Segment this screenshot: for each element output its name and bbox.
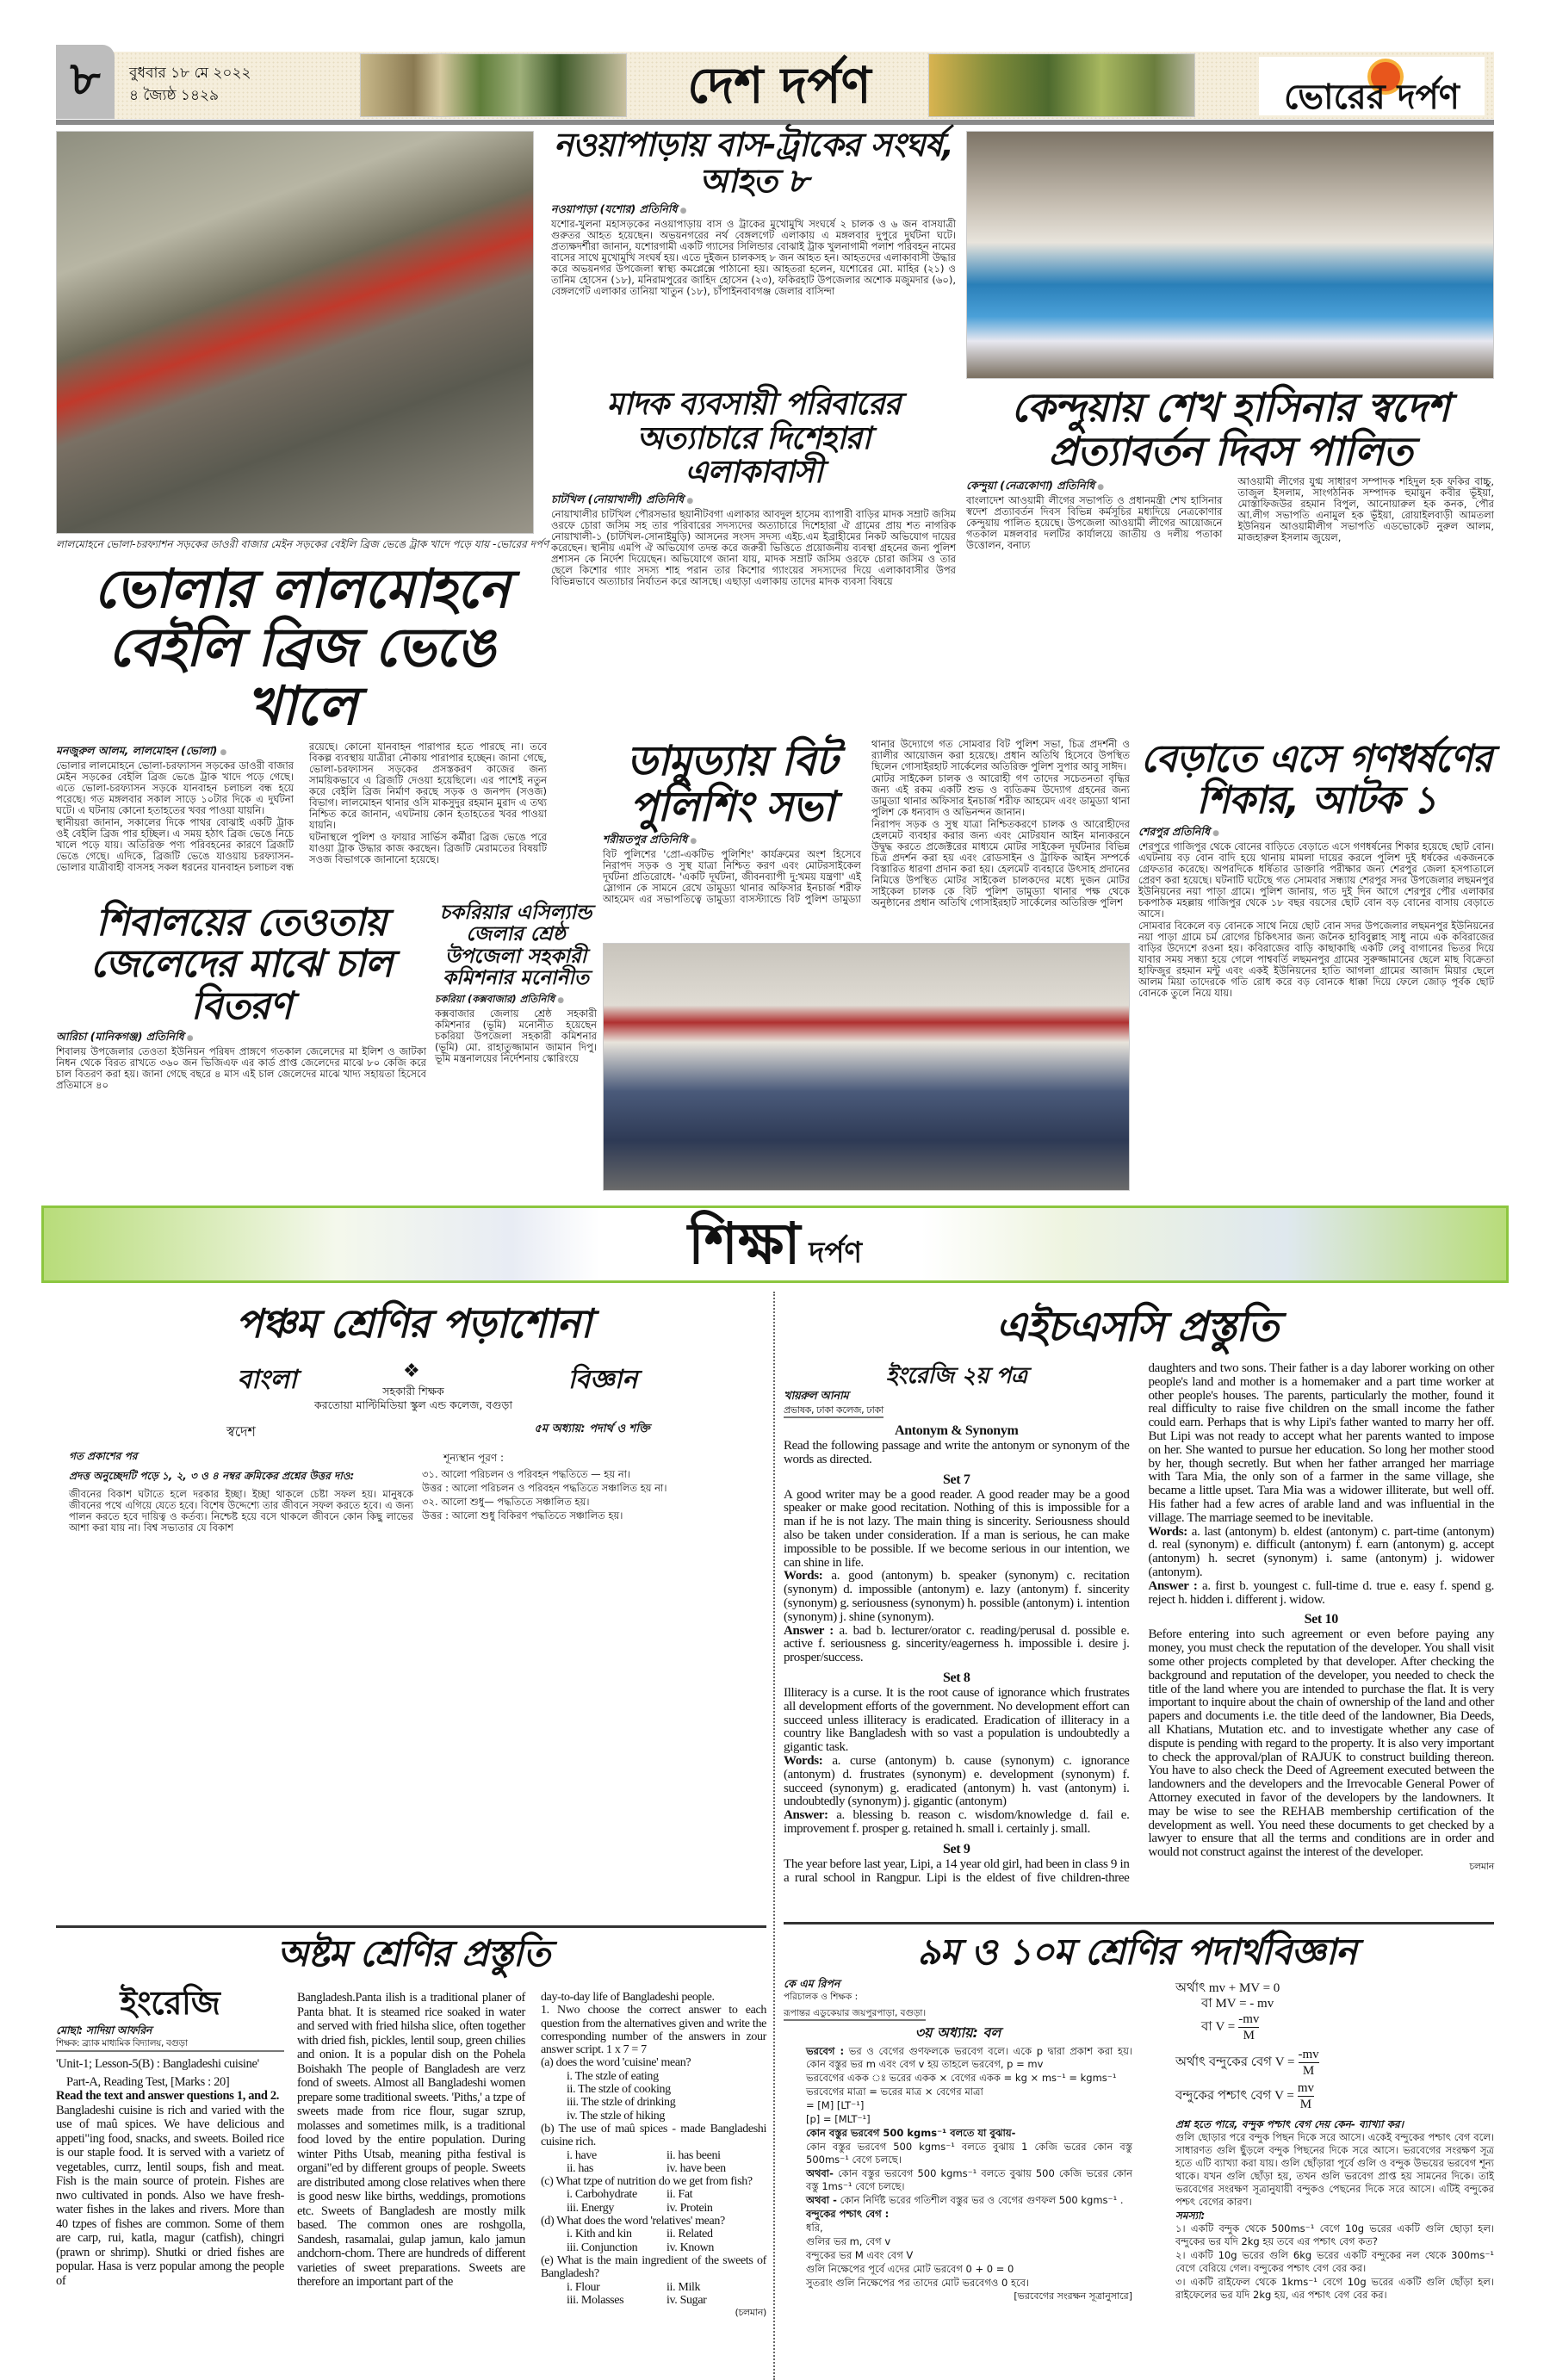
continued-mark: (চলমান) — [735, 2307, 766, 2319]
note-line — [806, 2235, 1132, 2248]
teacher-school: করতোয়া মাল্টিমিডিয়া স্কুল এন্ড কলেজ, বগুড়া — [314, 1398, 512, 1411]
date-gregorian: বুধবার ১৮ মে ২০২২ — [129, 65, 251, 82]
note-line — [806, 2194, 1132, 2207]
option: iii. Energy — [567, 2201, 614, 2215]
options — [541, 2188, 766, 2215]
words-label: Words: — [784, 1569, 823, 1584]
option: i. Kith and kin — [567, 2228, 632, 2241]
physics-notes — [784, 2045, 1132, 2290]
unit: 'Unit-1; Lesson-5(B) : Bangladeshi cuisine' — [56, 2057, 259, 2071]
items — [422, 1468, 762, 1522]
article-berate — [1138, 739, 1494, 1000]
set-passage: The year before last year, Lipi, a 14 year old girl, had been in class 9 in a rural school in Rangpur. Lipi is the eldest of five children-three daughters and two sons. Their father is a day laborer working on other people's land and mother is a homemaker and a part time worker at other people's houses. The parents, particularly the mother, found it real difficulty to raise five children on the small income the father could earn. Perhaps that is why Lipi's father wanted to marry her off. But Lipi was not ready to accept what her parents wanted to impose on her. She wanted to pursue her education. So long her mother stood by her, though secretly. But when her father arranged her marriage with Tara Mia, the only son of a farmer in the same village, she became a little upset. Tara Mia was a widower illiterate, but well off. His father had a few acres of arable land and was influential in the village. The marriage seemed to be inevitable. — [784, 1361, 1494, 1885]
note-line — [806, 2113, 1132, 2126]
banner-title: শিক্ষা — [687, 1211, 801, 1277]
answer-text: a. bad b. lecturer/orator c. reading/perusal d. possible e. active f. seriousness g. sincerity/eagerness h. impossible i. desire j. prosper/success. — [784, 1623, 1130, 1665]
article-body — [1138, 841, 1494, 999]
note-lead: অথবা- — [806, 2167, 834, 2179]
question-head: প্রশ্ন হতে পারে, বন্দুক পশ্চাৎ বেগ দেয় কেন- ব্যাখ্যা কর। — [1175, 2118, 1404, 2130]
note-lead: ভরবেগ : — [806, 2045, 845, 2057]
class8-col2 — [297, 1991, 525, 2290]
option: iv. have been — [666, 2161, 726, 2175]
answer-text: a. first b. youngest c. full-time d. true e. easy f. spend g. reject h. hidden i. different j. widow. — [1148, 1578, 1494, 1607]
section-title: দেশ দর্পণ — [687, 56, 871, 115]
page-number: ৮ — [70, 52, 101, 106]
note-text: = [M] [LT⁻¹] — [806, 2099, 865, 2111]
byline: চাটখিল (নোয়াখালী) প্রতিনিধি ● — [551, 493, 956, 508]
passage-2: Bangladesh.Panta ilish is a traditional planer of Panta bhat. It is steamed rice soaked in water and served with fried hilsha slice, often together with dried fish, pickles, lentil soup, green chilies and onion. It is a popular dish on the Pohela Boishakh The people of Bangladesh are verz fond of sweets. Almost all Bangladeshi women prepare some traditional sweets. 'Piths,' a tzpe of sweets made from rice flour, sugar szrup, molasses and sometimes milk, is a traditional food loved by the entire population. During winter Piths Utsab, meaning pitha festival is organi"ed by different groups of people. Sweets are distributed among close relatives when there is good nesw like births, weddings, promotions etc. Sweets of Bangladesh are mostly milk based. The common ones are roshgolla, Sandesh, rasamalai, gulap jamun, kalo jamun andchorn-chom. There are hundreds of different varieties of sweet preparations. Sweets are therefore an important part of the — [297, 1991, 525, 2289]
set-passage: A good writer may be a good reader. A good reader may be a good speaker or make good recitation. Nothing of this is impossible for a man if he is not lazy. The main thing is sincerity. Seriousness should also be taken under consideration. If a man is serious, he can make impossible to be possible. If we become serious in our intention, we can shine in life. — [784, 1487, 1130, 1570]
paragraph: শেরপুরে গাজিপুর থেকে বোনের বাড়িতে বেড়াতে এসে গণধর্ষনের শিকার হয়েছে ছোট বোন। এঘটনায় বড় বোন বাদি হয়ে থানায় মামলা দায়ের করলে পুলিশ দুই ধর্ষকের একজনকে গ্রেফতার করেছে। অপরদিকে ধর্ষিতার ডাক্তারি পরীক্ষার জন্য শেরপুর জেলা হসপাতালে প্রেরণ করা হয়েছে। ঘটনাটি ঘটেছে গত সোমবার সন্ধ্যায় শেরপুর সদর উপজেলার লছমনপুর ইউনিয়নের নয়া পাড়া গ্রামে। পুলিশ জানায়, গত দুই দিন আগে শেরপুর পৌর এলাকার চকপাঠক মহল্লায় গাজিপুর থেকে ১৮ বছর বয়সের ছোট বোন বড় বোনের বাসায় বেড়াতে আসে। — [1138, 840, 1494, 920]
banner-subtitle: দর্পণ — [809, 1235, 863, 1270]
byline: নওয়াপাড়া (যশোর) প্রতিনিধি ● — [551, 202, 956, 218]
note-lead: কোন বস্তুর ভরবেগ 500 kgms⁻¹ বলতে যা বুঝায়- — [806, 2127, 1016, 2139]
answer-label: Answer : — [1148, 1578, 1198, 1593]
passage-3: day-to-day life of Bangladeshi people. — [541, 1991, 715, 2004]
equation-label: বন্দুকের পশ্চাৎ বেগ V = — [1175, 2088, 1294, 2103]
note-line — [806, 2099, 1132, 2112]
mcq-item — [541, 2254, 766, 2307]
paragraph: ১। একটি বন্দুক থেকে 500ms⁻¹ বেগে 10g ভরের একটি গুলি ছোড়া হল। বন্দুকের ভর যদি 2kg হয় তবে এর পশ্চাৎ বেগ কত? — [1175, 2222, 1494, 2247]
note-line — [806, 2263, 1132, 2276]
article-body — [56, 1046, 426, 1091]
continued-mark: চলমান — [1469, 1860, 1494, 1872]
set-answer — [784, 1625, 1130, 1665]
note-line — [806, 2167, 1132, 2193]
headline: বেড়াতে এসে গণধর্ষণের শিকার, আটক ১ — [1140, 737, 1492, 823]
words-text: a. curse (antonym) b. cause (synonym) c. ignorance (antonym) d. frustrates (synonym) e. development (synonym) f. succeed (synonym) g. eradicated (antonym) h. vast (antonym) i. undoubtedly (synonym) j. gigantic (antonym) — [784, 1753, 1130, 1809]
set-title: Set 7 — [942, 1472, 970, 1487]
hsc-body — [784, 1362, 1494, 1885]
paragraph: ঘটনাস্থলে পুলিশ ও ফায়ার সার্ভিস কর্মীরা ব্রিজ ভেঙে পরে যাওয়া ট্রাক উদ্ধার কাজ করছেন। ব্রিজটি মেরামতের বিষয়টি সওজ বিভাগকে জানানো হয়েছে। — [309, 830, 547, 865]
numerator: mv — [1297, 2081, 1315, 2095]
option: iii. Conjunction — [567, 2241, 638, 2254]
mcq-item — [541, 2175, 766, 2215]
note-text: ভরবেগের একক ঃ ভরের একক × বেগের একক = kg × ms⁻¹ = kgms⁻¹ — [806, 2072, 1117, 2084]
equation-label: অর্থাৎ বন্দুকের বেগ V = — [1175, 2055, 1295, 2069]
headline: মাদক ব্যবসায়ী পরিবারের অত্যাচারে দিশেহারা এলাকাবাসী — [606, 387, 901, 491]
section-divider — [773, 1292, 775, 2380]
beat-policing-photo — [603, 943, 1130, 1191]
headline: ভোলার লালমোহনে বেইলি ব্রিজ ভেঙে খালে — [93, 557, 510, 738]
question: (d) What does the word 'relatives' mean? — [541, 2215, 725, 2228]
note-line — [806, 2141, 1132, 2166]
author-role: শিক্ষক: ব্র্যাক মাধ্যমিক বিদ্যালয়, বগুড়া — [56, 2037, 284, 2052]
passage-1: Bangladeshi cuisine is rich and varied with the use of maû spices. We have delicious and appeti"ing food, snacks, and sweets. Boiled rice is our staple food. It is served with a varietz of vegetables, currz, lentil soups, fish and meat. Fish is the main source of protein. Fishes are nwo cultivated in ponds. Also we have fresh-water fishes in the lakes and rivers. More than 40 tzpes of fishes are common. Some of them are carp, rui, katla, magur (catfish), chingri (prawn or shrimp). Shutki or dried fishes are popular. Hasa is verz popular among the people of — [56, 2103, 284, 2288]
chapter: ৩য় অধ্যায়: বল — [914, 2024, 1001, 2041]
set-answer — [1149, 1580, 1495, 1608]
denominator: M — [1299, 2098, 1312, 2111]
note-text: ভর ও বেগের গুণফলকে ভরবেগ বলে। একে p দ্বারা প্রকাশ করা হয়। কোন বস্তুর ভর m এবং বেগ v হয় তাহলে ভরবেগ, p = mv — [806, 2045, 1132, 2070]
byline: চকরিয়া (কক্সবাজার) প্রতিনিধি ● — [435, 992, 597, 1007]
note-text: বন্দুকের ভর M এবং বেগ V — [806, 2249, 914, 2261]
caption-text: লালমোহনে ভোলা-চরফ্যাশন সড়কের ডাওরী বাজার মেইন সড়কের বেইলি ব্রিজ ভেঙে ট্রাক খাদে পড়ে যায় — [56, 538, 490, 550]
option: iv. The stzle of hiking — [567, 2109, 666, 2123]
set-title: Set 9 — [942, 1841, 970, 1856]
headline: শিবালয়ের তেওতায় জেলেদের মাঝে চাল বিতরণ — [90, 901, 393, 1028]
paragraph: কক্সবাজার জেলায় শ্রেষ্ঠ সহকারী কমিশনার (ভূমি) মনোনীত হয়েছেন চকরিয়া উপজেলা সহকারী কমিশনার (ভূমি) মো. রাহাতুজ্জামান জামান দিপু। ভূমি মন্ত্রনালয়ের নির্দেশনায় স্কোরিংয়ে — [435, 1007, 597, 1065]
option: iv. Sugar — [666, 2293, 707, 2307]
class8-title: অষ্টম শ্রেণির প্রস্তুতি — [276, 1932, 550, 1974]
article-body — [551, 219, 956, 297]
author: মোছা: সাদিয়া আফরিন — [56, 2024, 152, 2036]
education-banner — [41, 1205, 1509, 1283]
paragraph: শিবালয় উপজেলার তেওতা ইউনিয়ন পরিষদ প্রাঙ্গণে গতকাল জেলেদের মা ইলিশ ও জাটকা নিধন থেকে বিরত রাখতে ৩৬০ জন ভিজিএফ এর কার্ড প্রাপ্ত জেলেদের মাঝে ৮০ কেজি করে চাল বিতরণ করা হয়। জানা গেছে বছরে ৪ মাস এই চাল জেলেদের মাঝে খাদ্য সহায়তা হিসেবে প্রতিমাসে ৪০ — [56, 1045, 426, 1092]
date-bengali: ৪ জ্যৈষ্ঠ ১৪২৯ — [129, 87, 220, 104]
options — [541, 2281, 766, 2308]
paragraph: উত্তর : আলো শুধু বিকিরণ পদ্ধতিতে সঞ্চালিত হয়। — [422, 1509, 623, 1522]
options — [541, 2149, 766, 2176]
option: ii. The stzle of cooking — [567, 2083, 671, 2097]
paragraph: ৩২. আলো শুধু— পদ্ধতিতে সঞ্চালিত হয়। — [422, 1496, 590, 1508]
class8-col3 — [541, 1991, 766, 2319]
note-line — [806, 2127, 1132, 2140]
set-words — [784, 1755, 1130, 1809]
bridge-collapse-photo — [56, 131, 534, 534]
note-line — [806, 2086, 1132, 2098]
question: (c) What tzpe of nutrition do we get from fish? — [541, 2175, 753, 2189]
page-number-tab — [56, 45, 115, 119]
byline: শরীয়তপুর প্রতিনিধি ● — [603, 833, 861, 848]
mcq-list — [541, 2056, 766, 2307]
note-line — [806, 2045, 1132, 2071]
byline: কেন্দুয়া (নেত্রকোণা) প্রতিনিধি ● — [966, 479, 1223, 494]
subject: ইংরেজি — [120, 1984, 220, 2022]
article-body — [551, 509, 956, 587]
paragraph: ভোলার লালমোহনে ভোলা-চরফ্যাসন সড়কের ডাওরী বাজার মেইন সড়কের বেইলি ব্রিজ ভেঙে ট্রাক খাদে পড়ে গেছে। এতে ভোলা-চরফ্যাসন সড়কে যানবাহন চলাচল বন্ধ হয়ে পরেছে। গত মঙ্গলবার সকাল সাড়ে ১০টার দিকে এ দুর্ঘটনা ঘটে। এ ঘটনায় কোনো হতাহতের খবর পাওয়া যায়নি। — [56, 759, 294, 816]
paragraph: নিরাপদ সড়ক ও সুস্থ যাত্রা নিশ্চিতকরণে চালক ও আরোহীদের হেলমেট ব্যবহার করার জন্য এবং মোটরযান আইন মান্যকরনে উদ্বুদ্ধ করতে প্রজেক্টরের মাধ্যমে মোটর সাইকেল দূর্ঘটনার বিভিন্ন চিত্র প্রদর্শন করা হয় এবং রোডসাইন ও ট্রাফিক আইন সম্পর্কে বিস্তারিত ধারণা প্রদান করা হয়। হেলমেট ব্যবহারে উৎসাহ প্রদানের নিমিত্তে উপস্থিত মোটর সাইকেল চালকদের মধ্যে দুজন মোটর সাইকেল চালক কে বিট পুলিশ ডামুড্যা থানার পক্ষ থেকে অনুষ্ঠানের প্রধান অতিথি গোসাইরহাট সার্কেলের অতিরিক্ত পুলিশ — [871, 818, 1130, 908]
fraction — [1299, 2047, 1319, 2079]
equation-2: বা MV = - mv — [1201, 1997, 1274, 2011]
note-line — [806, 2277, 1132, 2290]
mcq-item — [541, 2215, 766, 2254]
question: (e) What is the main ingredient of the sweets of Bangladesh? — [541, 2253, 766, 2281]
note-text: ধরি, — [806, 2222, 823, 2234]
answer-label: Answer : — [784, 1623, 834, 1638]
denominator: M — [1302, 2064, 1315, 2078]
article-chakaria — [435, 902, 597, 1065]
answer-label: Answer: — [784, 1808, 828, 1823]
mcq-item — [541, 2123, 766, 2175]
headline: ডামুড্যায় বিট পুলিশিং সভা — [627, 737, 837, 831]
newspaper-logo — [1259, 57, 1485, 115]
class5-science — [422, 1421, 762, 1523]
note-text: সুতরাং গুলি নিক্ষেপের পর তাদের মোট ভরবেগও 0 হবে। — [806, 2277, 1030, 2289]
paragraph: ২। একটি 10g ভরের গুলি 6kg ভরের একটি বন্দুকের নল থেকে 300ms⁻¹ বেগে বেরিয়ে গেল। বন্দুকের পশ্চাৎ বেগ বের কর। — [1175, 2249, 1494, 2274]
words-text: a. good (antonym) b. speaker (synonym) c. recitation (synonym) d. impossible (antonym) e. lazy (antonym) f. sincerity (synonym) g. seriousness (synonym) h. possible (antonym) i. intention (synonym) j. shine (synonym). — [784, 1569, 1130, 1624]
paragraph: বিট পুলিশের 'প্রো-একটিভ পুলিশিং' কার্যক্রমের অংশ হিসেবে নিরাপদ সড়ক ও সুস্থ যাত্রা নিশ্চিত করণ এবং মোটরসাইকেল দূর্ঘটনা প্রতিরোধে- 'একটি দূর্ঘটনা, জীবনব্যাপী দু:খময় যন্ত্রণা' এই স্লোগান কে সামনে রেখে ডামুড্যা থানার অফিসার ইনচার্জ শরীফ আহমেদ এর সভাপতিত্বে ডামুড্যা বাসস্ট্যান্ডে বিট পুলিশ ডামুড্যা থানার উদ্যোগে গত সোমবার বিট পুলিশ সভা, চিত্র প্রদর্শনী ও র‍্যালীর আয়োজন করা হয়েছে। প্রধান অতিথি হিসেবে উপস্থিত ছিলেন গোসাইরহাট সার্কেলের অতিরিক্ত পুলিশ সুপার আবু সাঈদ। — [603, 738, 1130, 905]
equation-4 — [1175, 2047, 1494, 2079]
article-damudda — [603, 739, 1130, 908]
equation-1: অর্থাৎ mv + MV = 0 — [1175, 1981, 1280, 1995]
chapter: ৫ম অধ্যায়: পদার্থ ও শক্তি — [534, 1422, 650, 1435]
option: i. Flour — [567, 2280, 600, 2294]
options — [541, 2070, 766, 2123]
teacher-role: সহকারী শিক্ষক — [382, 1385, 444, 1398]
equation-3 — [1175, 2011, 1494, 2043]
author-org: রূপান্তর এডুকেয়ার জয়পুরপাড়া, বগুড়া। — [784, 2007, 926, 2021]
marks: 1 x 7 = 7 — [606, 2043, 647, 2057]
option: ii. Fat — [666, 2188, 693, 2202]
words-label: Words: — [784, 1753, 823, 1768]
paragraph: নোয়াখালীর চাটখিল পৌরসভার ছয়ানীটবগা এলাকার আবদুল হাসেম ব্যাপারী বাড়ির মাদক সম্রাট জসিম ওরফে চোরা জসিম সহ তার পরিবারের সদস্যদের অত্যাচারে দিশেহারা ঐ গ্রামের প্রায় শত নাগরিক নোয়াখালী-১ (চাটখিল-সোনাইমুড়ি) আসনের সংসদ সদস্য এইচ.এম ইব্রাহীমের নিকট অভিযোগ দায়ের করেছেন। স্থানীয় এমপি ঐ অভিযোগ তদন্ত করে জরুরী ভিত্তিতে প্রয়োজনীয় ব্যবস্থা গ্রহনের জন্য পুলিশ প্রশাসন কে নির্দেশ দিয়েছেন। অভিযোগে জানা যায়, মাদক সম্রাট জসিম ওরফে চোরা জসিম ও তার ছেলে কিশোর গ্যাং সদস্য শাহ পরান তার কিশোর গ্যাংয়ের সদস্যদের দিয়ে এলাকাবাসীর উপর বিভিন্নভাবে অত্যাচার নির্যাতন করে আসছে। এছাড়া এলাকায় তাদের মাদক ব্যবসা বিষয়ে — [551, 507, 956, 587]
set-title: Set 10 — [1304, 1612, 1338, 1627]
logo-text: ভোরের দর্পণ — [1284, 77, 1460, 117]
words-text: a. last (antonym) b. eldest (antonym) c. part-time (antonym) d. real (synonym) e. difficult (antonym) f. earn (antonym) g. accept (antonym) h. secret (synonym) i. same (antonym) j. widower (antonym). — [1148, 1524, 1494, 1579]
problems-head: সমস্যা: — [1175, 2210, 1206, 2222]
masthead-rule — [56, 120, 1494, 125]
equation-label: বা V = — [1201, 2019, 1236, 2034]
numerator: -mv — [1238, 2012, 1260, 2026]
hsc-title: এইচএসসি প্রস্তুতি — [995, 1303, 1278, 1351]
topic: Antonym & Synonym — [895, 1423, 1019, 1438]
option: ii. Related — [666, 2228, 713, 2241]
note-text: গুলি নিক্ষেপের পূর্বে এদের মোট ভরবেগ 0 + 0 = 0 — [806, 2263, 1014, 2275]
option: ii. has beeni — [666, 2148, 721, 2162]
answer-text: a. blessing b. reason c. wisdom/knowledge d. fail e. improvement f. prosper g. retained h. small i. certainly j. small. — [784, 1808, 1130, 1836]
words-label: Words: — [1148, 1524, 1187, 1539]
instruction: Read the following passage and write the antonym or synonym of the words as directed. — [784, 1439, 1130, 1466]
option: ii. Milk — [666, 2280, 701, 2294]
problems — [1175, 2222, 1494, 2302]
class5-bottom-rule — [56, 1925, 766, 1928]
option: i. The stzle of eating — [567, 2069, 659, 2083]
class5-subject-science: বিজ্ঞান — [567, 1365, 638, 1395]
passage — [69, 1489, 413, 1534]
article-shibaloy — [56, 902, 426, 1092]
paragraph: উত্তর : আলো পরিচলন ও পরিবহন পদ্ধতিতে সঞ্চালিত হয় না। — [422, 1482, 667, 1494]
note-text: কোন বস্তুর ভরবেগ 500 kgms⁻¹ বলতে বুঝায় 500 কেজি ভরের কোন বস্তু 1ms⁻¹ বেগে চলছে। — [806, 2167, 1132, 2192]
physics-title: ৯ম ও ১০ম শ্রেণির পদার্থবিজ্ঞান — [917, 1931, 1356, 1973]
header-photo-strip-left — [360, 53, 627, 117]
explanation: গুলি ছোড়ার পরে বন্দুক পিছন দিকে সরে আসে। একেই বন্দুকের পশ্চাৎ বেগ বলে। সাধারণত গুলি ছুঁড়লে বন্দুক পিছনের দিকে সরে আসে। ভরবেগের সংরক্ষণ সূত্র হতে এটি ব্যাখ্যা করা যায়। গুলি ছোঁড়ারা পূর্বে গুলি ও বন্দুক উভয়ের ভরবেগ শূন্য থাকে। যখন গুলি ছোঁড়া হয়, তখন গুলি ভরবেগ প্রাপ্ত হয় সামনের দিকে। তাই ভরবেগের সংরক্ষণ সূত্রানুযায়ী বন্দুকও পেছনের দিকে সরে আসে। এটিই বন্দুকের পশ্চৎ বেগের কারণ। — [1175, 2131, 1494, 2208]
article-nowapara — [551, 127, 956, 298]
note-lead: বন্দুকের পশ্চাৎ বেগ : — [806, 2208, 890, 2220]
paragraph: জীবনের বিকাশ ঘটাতে হলে দরকার ইচ্ছা। ইচ্ছা থাকলে চেষ্টা সফল হয়। মানুষকে জীবনের পথে এগিয়ে যেতে হবে। বিশেষ উদ্দেশ্যে তার জীবনে সফল করতে হবে। এ জন্য পালন করতে হবে দায়িত্ব ও কর্তব্য। নিশ্চেষ্ট হয়ে বসে থাকলে জীবনে কোন কিছু লাভের আশা করা যায় না। বিশ্ব সভ্যতার যে বিকাশ — [69, 1488, 413, 1534]
paragraph: সোমবার বিকেলে বড় বোনকে সাথে নিয়ে ছোট বোন সদর উপজেলার লছমনপুর ইউনিয়নের নয়া পাড়া গ্রামে চর্ম রোগের চিকিৎসার জন্য জনৈক হাবিবুল্লাহ সাধু নামে এক কবিরাজের বাড়ির উদ্যেশে রওনা হয়। কবিরাজের বাড়ি কাছাকাছি একটি লেবু বাগানের ভিতর দিয়ে যাবার সময় সন্ধ্যা হয়ে গেলে পাশ্ববর্তি লছমনপুর গ্রামের সুরুজ্জামানের ছেলে মাছ বিক্রেতা হাফিজুর রহমান মন্টু এবং একই ইউনিয়নের হাতি আগলা গ্রামের আজাদ মিয়ার ছেলে আলম মিয়া তাদেরকে গতি রোধ করে বড় বোনকে ধাক্কা দিয়ে ফেলে জোড় পূর্বক ছোট বোনকে তুলে নিয়ে যায়। — [1138, 919, 1494, 999]
option: iii. Molasses — [567, 2293, 624, 2307]
fraction — [1238, 2011, 1259, 2043]
denominator: M — [1243, 2029, 1255, 2042]
question: (a) does the word 'cuisine' mean? — [541, 2056, 691, 2070]
equation-5 — [1175, 2080, 1494, 2112]
instruction: Read the text and answer questions 1, and 2. — [56, 2089, 280, 2103]
class5-title: পঞ্চম শ্রেণির পড়াশোনা — [235, 1300, 592, 1347]
class5-teacher — [198, 1385, 629, 1412]
class5-bangla — [69, 1421, 413, 1534]
diamond-ornament-icon: ❖ — [403, 1360, 420, 1382]
hsc-subject: ইংরেজি ২য় পত্র — [885, 1363, 1027, 1389]
headline: চকরিয়ার এসিল্যান্ড জেলার শ্রেষ্ঠ উপজেলা সহকারী কমিশনার মনোনীত — [439, 902, 592, 989]
part: Part-A, Reading Test, [Marks : 20] — [66, 2074, 230, 2089]
mcq-item — [541, 2056, 766, 2122]
option: i. have — [567, 2148, 597, 2162]
article-body — [435, 1008, 597, 1064]
question: (b) The use of maû spices - made Bangladeshi cuisine rich. — [541, 2122, 766, 2149]
author-role: পরিচালক ও শিক্ষক : — [784, 1992, 859, 2002]
option: iv. Protein — [666, 2201, 713, 2215]
set-passage: Illiteracy is a curse. It is the root cause of ignorance which frustrates all development efforts of the government. No development effort can succeed unless illiteracy is eradicated. Eradication of illiteracy in a country like Bangladesh with so vast a population is undoubtedly a gigantic task. — [784, 1685, 1130, 1755]
physics-col2 — [1175, 1980, 1494, 2303]
author: কে এম রিপন — [784, 1977, 840, 1990]
set-answer — [784, 1809, 1130, 1837]
option: iv. Known — [666, 2241, 715, 2254]
set-passage: Before entering into such agreement or even before paying any money, you must check the reputation of the developer. You shall visit some other projects completed by that developer. After checking the background and reputation of the developer, you needed to check the title of the land where you are intended to purchase the flat. It is very important to inquire about the chain of ownership of the land and other papers and documents i.e. the title deed of the landowner, Bia Deeds, all Khatians, Mutation etc. and to investigate whether any case of dispute is pending with regard to the property. It is also very important to check the approval/plan of RAJUK to construct building thereon. You have to also check the Deed of Agreement executed between the landowners and the developers and the Irrevocable General Power of Attorney executed in favor of the developers by the landowners. It may be wise to see the REHAB membership certification of the development as well. You need these documents to get checked by a lawyer to ensure that all the terms and conditions are in order and would not construct against the interest of the developer. — [1148, 1627, 1494, 1860]
paragraph: ৩। একটি রাইফেল থেকে 1kms⁻¹ বেগে 10g ভরের একটি গুলি ছোঁড়া হল। রাইফেলের ভর যদি 2kg হয়, এর পশ্চাৎ বেগ বের কর। — [1175, 2276, 1494, 2301]
numerator: -mv — [1298, 2048, 1319, 2061]
question-intro: 1. Nwo choose the correct answer to each question from the alternatives given and write the corresponding number of the answers in zour answer script. 1 x 7 = 7 — [541, 2004, 766, 2057]
article-bhola — [56, 557, 547, 873]
header-photo-strip-right — [928, 53, 1195, 117]
author-role: প্রভাষক, ঢাকা কলেজ, ঢাকা — [784, 1404, 884, 1418]
option: ii. has — [567, 2161, 593, 2175]
rally-photo — [966, 131, 1494, 379]
byline: আরিচা (মানিকগঞ্জ) প্রতিনিধি ● — [56, 1030, 426, 1045]
issue-date — [129, 62, 251, 107]
photo-credit: -ভোরের দর্পণ — [493, 538, 549, 550]
paragraph: যশোর-খুলনা মহাসড়কের নওয়াপাড়ায় বাস ও ট্রাকের মুখোমুখি সংঘর্ষে ২ চালক ও ৬ জন বাসযাত্রী গুরুতর আহত হয়েছেন। অভয়নগরের নর্থ বেঙ্গলগেট এলাকায় এ মঙ্গলবার দুপুরে দুর্ঘটনা ঘটে। প্রত্যক্ষদর্শীরা জানান, যশোরগামী একটি গ্যাসের সিলিন্ডার বোঝাই ট্রাক খুলনাগামী পলাশ পরিবহন নামের বাসের সাথে মুখোমুখি সংঘর্ষ হয়। এতে দুইজন চালকসহ ৮ জন আহত হন। আহতদের এলাকাবাসী উদ্ধার করে অভয়নগর উপজেলা স্বাস্থ্য কমপ্লেক্সে পাঠানো হয়। আহতরা হলেন, যশোরের মো. মাহির (২১) ও তানিম হোসেন (১৮), মনিরামপুরের জাহিদ হোসেন (২৩), ফকিরহাট উপজেলার অশোক মজুমদার (৬০), বেঙ্গলগেট এলাকার তানিয়া খাতুন (১৮), চাঁপাইনবাবগঞ্জ জেলার বাসিন্দা — [551, 217, 956, 297]
article-kendua — [966, 386, 1494, 551]
note-line — [806, 2249, 1132, 2262]
option: iii. The stzle of drinking — [567, 2096, 676, 2110]
instruction: প্রদত্ত অনুচ্ছেদটি পড়ে ১, ২, ৩ ও ৪ নম্বর ক্রমিকের প্রশ্নের উত্তর দাও: — [69, 1470, 355, 1482]
paragraph: আওয়ামী লীগের যুগ্ম সাধারণ সম্পাদক শহিদুল হক ফকির বাচ্চু, তাজুল ইসলাম, সাংগঠনিক সম্পাদক হুমায়ুন কবীর ভূঁইয়া, মোস্তাফিজউর রহমান বিপুল, আনোয়ারুল হক কনক, পৌর আ.লীগ সভাপতি এনামুল হক ভূঁইয়া, রোয়াইলবাড়ী আমতলা ইউনিয়ন আওয়ামীলীগ সভাপতি এডভোকেট নুরুল আলম, মাজহারুল ইসলাম জুয়েল, — [1237, 475, 1494, 544]
set-words — [784, 1570, 1130, 1624]
note-text: গুলির ভর m, বেগ v — [806, 2235, 891, 2247]
section: শূন্যস্থান পূরণ : — [443, 1452, 505, 1464]
paragraph: স্থানীয়রা জানান, সকালের দিকে পাথর বোঝাই একটি ট্রাক ওই বেইলি ব্রিজ পার হচ্ছিল। এ সময় হঠাৎ ব্রিজ ভেঙে নিচে খালে পড়ে যায়। অতিরিক্ত পণ্য পরিবহনের কারণে ব্রিজটি ভেঙে গেছে। এদিকে, ব্রিজটি ভেঙে যাওয়ায় চরফ্যাসন-ভোলার যাত্রীবাহী বাসসহ সকল ধরনের যানবাহন চলাচল বন্ধ রয়েছে। কোনো যানবাহন পারাপার হতে পারছে না। তবে বিকল্প ব্যবস্থায় যাত্রীরা নৌকায় পারাপার হচ্ছেন। জানা গেছে, ভোলা-চরফ্যাসন সড়কের প্রসস্তকরণ কাজের জন্য সাময়িকভাবে এ ব্রিজটি দেওয়া হয়েছিলে। এর পাশেই নতুন করে বেইলি ব্রিজ নির্মাণ করছে সড়ক ও জনপদ (সওজ) বিভাগ। লালমোহন থানার ওসি মাকসুদুর রহমান মুরাদ এ তথ্য নিশ্চিত করে জানান, এঘটনায় কোন হতাহতের খবর পাওয়া যায়নি। — [56, 740, 547, 873]
option: i. Carbohydrate — [567, 2188, 637, 2202]
physics-col1 — [784, 1977, 1132, 2303]
topic: স্বদেশ — [226, 1423, 257, 1440]
headline: কেন্দুয়ায় শেখ হাসিনার স্বদেশ প্রত্যাবর্তন দিবস পালিত — [1011, 384, 1449, 474]
article-madok — [551, 387, 956, 588]
paragraph: মোটর সাইকেল চালক ও আরোহী গণ তাদের সচেতনতা বৃদ্ধির জন্য এই রকম একটি শুভ ও ব্যতিক্রম উদ্যোগ গ্রহনের জন্য ডামুড্যা থানার অফিসার ইনচার্জ শরীফ আহমেদ এবং ডামুড্যা থানা পুলিশ কে ধন্যবাদ ও অভিনন্দন জানান। — [871, 772, 1130, 818]
bridge-photo-caption — [56, 537, 549, 555]
note-line — [806, 2072, 1132, 2085]
author: খায়রুল আনাম — [784, 1390, 849, 1403]
col1-note: [ভরবেগের সংরক্ষন সূত্রানুসারে] — [1014, 2290, 1132, 2302]
article-body — [56, 741, 547, 873]
set-words — [1149, 1526, 1495, 1580]
set-title: Set 8 — [942, 1670, 970, 1685]
note-text: ভরবেগের মাত্রা = ভরের মাত্র × বেগের মাত্রা — [806, 2086, 983, 2098]
byline: শেরপুর প্রতিনিধি ● — [1138, 825, 1494, 840]
fraction — [1298, 2080, 1314, 2112]
byline: মনজুরুল আলম, লালমোহন (ভোলা) ● — [56, 744, 294, 759]
hsc-bottom-rule — [784, 1922, 1494, 1924]
note-text: [p] = [MLT⁻¹] — [806, 2113, 871, 2125]
note-line — [806, 2208, 1132, 2221]
intro: গত প্রকাশের পর — [69, 1450, 138, 1462]
note-text: কোন নির্দিষ্ট ভরের গতিশীল বস্তুর ভর ও বেগের গুণফল 500 kgms⁻¹ . — [836, 2194, 1124, 2206]
class5-subject-bangla: বাংলা — [237, 1365, 297, 1395]
note-line — [806, 2222, 1132, 2234]
note-text: কোন বস্তুর ভরবেগ 500 kgms⁻¹ বলতে বুঝায় 1 কেজি ভরের কোন বস্তু 500ms⁻¹ বেগে চলছে। — [806, 2141, 1132, 2166]
note-lead: অথবা - — [806, 2194, 837, 2206]
paragraph: বাংলাদেশ আওয়ামী লীগের সভাপতি ও প্রধানমন্ত্রী শেখ হাসিনার স্বদেশ প্রত্যাবর্তন দিবস বিভিন্ন কর্মসূচির মধ্যদিয়ে নেত্রকোণার কেন্দুয়ায় পালিত হয়েছে। উপজেলা আওয়ামী লীগের আয়োজনে গতকাল মঙ্গলবার দলটির কার্যালয়ে জাতীয় ও দলীয় পতাকা উত্তোলন, বনাঢ্য — [966, 494, 1223, 552]
class8-col1 — [56, 1982, 284, 2288]
headline: নওয়াপাড়ায় বাস-ট্রাকের সংঘর্ষ, আহত ৮ — [554, 126, 953, 200]
paragraph: ৩১. আলো পরিচলন ও পরিবহন পদ্ধতিতে — হয় না। — [422, 1468, 631, 1480]
options — [541, 2228, 766, 2254]
